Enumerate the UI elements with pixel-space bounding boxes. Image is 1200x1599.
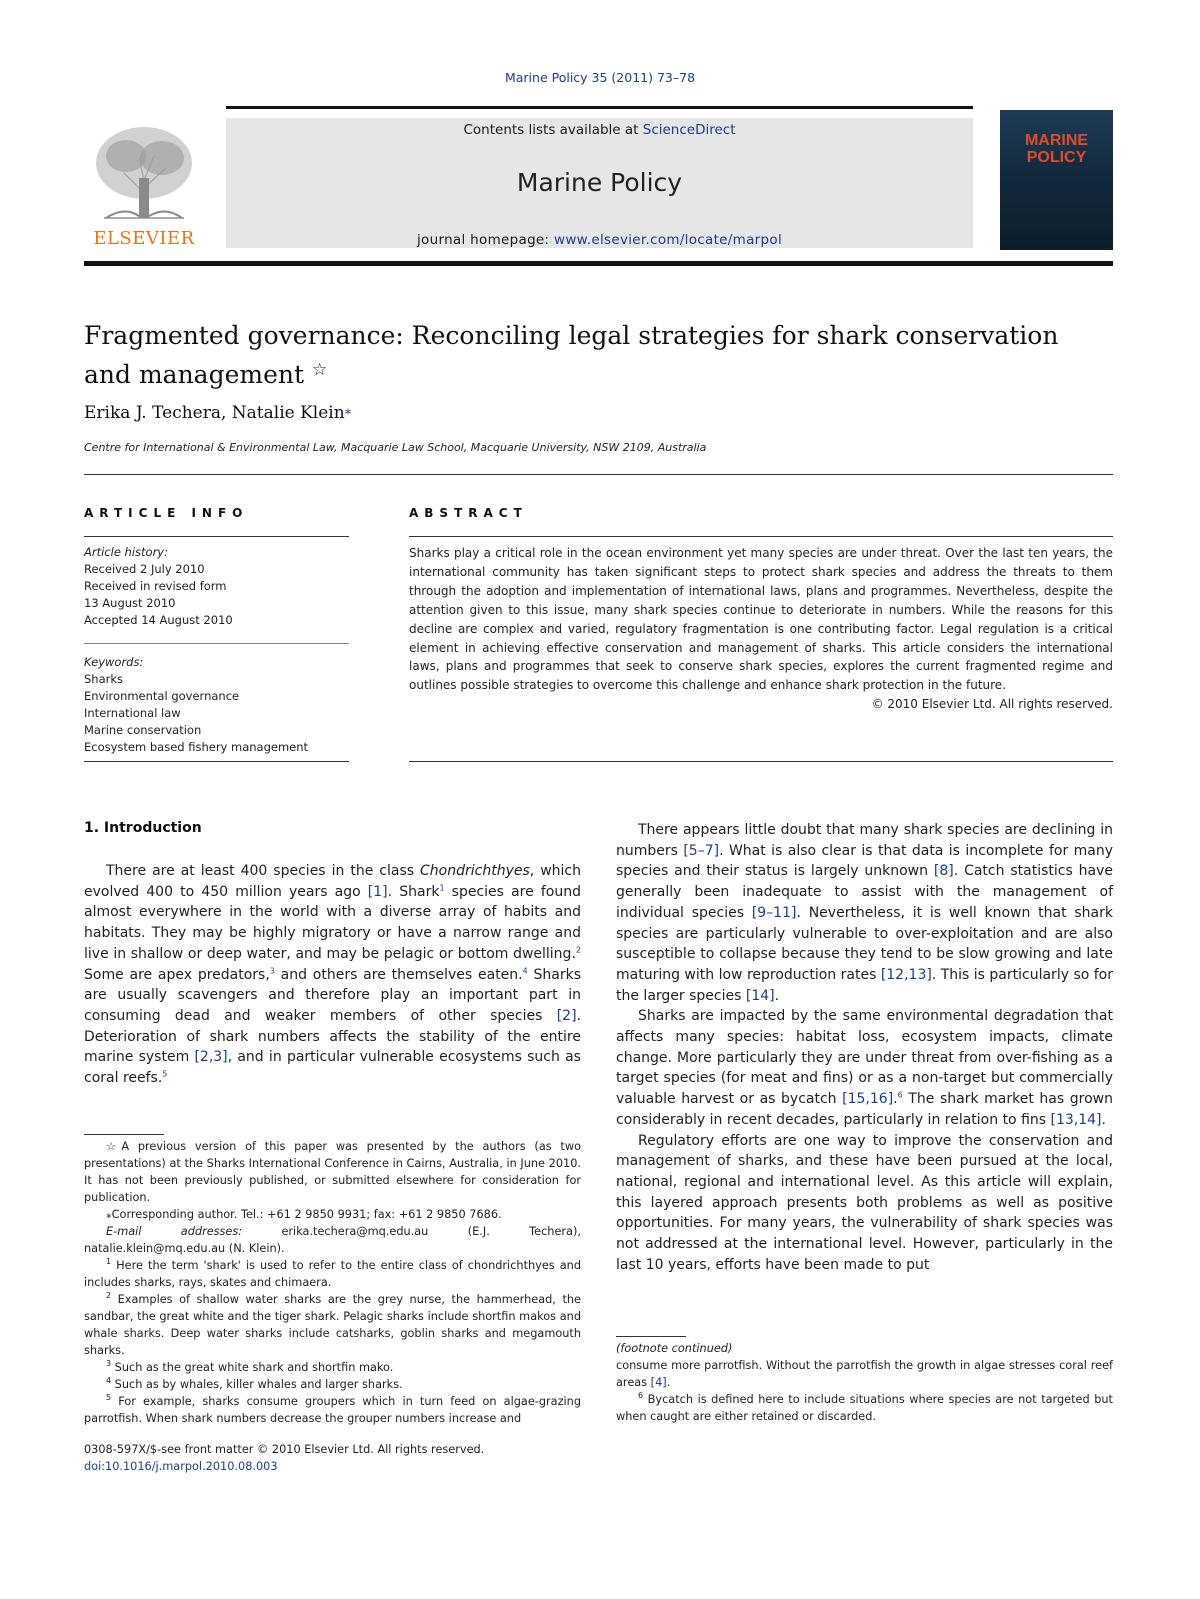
contents-prefix: Contents lists available at bbox=[463, 122, 643, 138]
keyword-item: Sharks bbox=[84, 672, 124, 686]
publisher-wordmark: ELSEVIER bbox=[93, 228, 195, 249]
doi-link[interactable]: doi:10.1016/j.marpol.2010.08.003 bbox=[84, 1460, 278, 1473]
abstract-rule bbox=[409, 536, 1113, 537]
thick-rule bbox=[84, 261, 1113, 266]
info-rule bbox=[84, 536, 349, 537]
history-label: Article history: bbox=[84, 545, 168, 559]
article-title-text: Fragmented governance: Reconciling legal strategies for shark conservation and management bbox=[84, 321, 1059, 389]
section-rule bbox=[84, 474, 1113, 475]
homepage-link[interactable]: www.elsevier.com/locate/marpol bbox=[553, 232, 782, 248]
history-item: Accepted 14 August 2010 bbox=[84, 613, 233, 627]
history-item: Received 2 July 2010 bbox=[84, 562, 205, 576]
article-authors bbox=[84, 403, 351, 423]
abstract-copyright: © 2010 Elsevier Ltd. All rights reserved. bbox=[871, 697, 1113, 712]
affiliation: Centre for International & Environmental Law, Macquarie Law School, Macquarie University, NSW 2109, Australia bbox=[84, 441, 707, 454]
article-footer bbox=[84, 1441, 581, 1475]
abstract-text bbox=[409, 544, 1113, 714]
history-item: Received in revised form bbox=[84, 579, 227, 593]
authors-text: Erika J. Techera, Natalie Klein bbox=[84, 403, 345, 423]
contents-line bbox=[226, 122, 973, 138]
journal-header-box bbox=[226, 118, 973, 248]
article-history bbox=[84, 544, 349, 629]
keyword-item: Environmental governance bbox=[84, 689, 240, 703]
sciencedirect-link[interactable]: ScienceDirect bbox=[642, 122, 736, 138]
history-item: 13 August 2010 bbox=[84, 596, 176, 610]
intro-paragraphs-right: There appears little doubt that many shark species are declining in numbers [5–7]. What is also clear is that data is incomplete for many species and their status is largely unknown [8]. Catch statistics have generally been inadequate to assist with the management of individual species [9–11]. Nevertheless, it is well known that shark species are particularly vulnerable to over-exploitation and are also susceptible to collapse because they tend to be slow growing and late maturing with low reproduction rates [12,13]. This is particularly so for the larger species [14]. Sharks are impacted by the same environmental degradation that affects many species: habitat loss, ecosystem impacts, climate change. More particularly they are under threat from over-fishing as a target species (for meat and fins) or as a non-target but commercially valuable harvest or as bycatch [15,16].$^6$ The shark market has grown considerably in recent decades, particularly in relation to fins [13,14]. Regulatory efforts are one way to improve the conservation and management of sharks, and these have been pursued at the local, national, regional and international level. As this article will explain, this layered approach presents both problems as well as positive opportunities. For many years, the vulnerability of shark species was not addressed at the international level. However, particularly in the last 10 years, efforts have been made to put bbox=[616, 822, 1114, 1273]
intro-paragraph-left: There are at least 400 species in the class Chondrichthyes, which evolved 400 to 450 million years ago [1]. Shark$^1$ species are found almost everywhere in the world with a diverse array of habits and habitats. They may be highly migratory or have a narrow range and live in shallow or deep water, and may be pelagic or bottom dwelling.$^2$ Some are apex predators,$^3$ and others are themselves eaten.$^4$ Sharks are usually scavengers and therefore play an important part in consuming dead and weaker members of other species [2]. Deterioration of shark numbers affects the stability of the entire marine system [2,3], and in particular vulnerable ecosystems such as coral reefs.$^5$ bbox=[84, 863, 582, 1087]
journal-title: Marine Policy bbox=[516, 168, 683, 197]
keywords-block bbox=[84, 654, 349, 756]
header-rule bbox=[226, 106, 973, 109]
keywords-label: Keywords: bbox=[84, 655, 144, 669]
abstract-heading: ABSTRACT bbox=[409, 506, 528, 520]
homepage-line bbox=[226, 232, 973, 248]
issn-line: 0308-597X/$-see front matter © 2010 Elsevier Ltd. All rights reserved. bbox=[84, 1443, 485, 1456]
keywords-rule bbox=[84, 643, 349, 644]
keyword-item: Marine conservation bbox=[84, 723, 202, 737]
section-heading-introduction: 1. Introduction bbox=[84, 820, 202, 836]
footnotes-left: ☆A previous version of this paper was presented by the authors (as two presentations) at the Sharks International Conference in Cairns, Australia, in June 2010. It has not been previously published, or submitted elsewhere for consideration for publication. ⁎Corresponding author. Tel.: +61 2 9850 9931; fax: +61 2 9850 7686. E-mail addresses: erika.techera@mq.edu.au (E.J. Techera), natalie.klein@mq.edu.au (N. Klein). $^1$ Here the term 'shark' is used to refer to the entire class of chondrichthyes and includes sharks, rays, skates and chimaera. $^2$ Examples of shallow water sharks are the grey nurse, the hammerhead, the sandbar, the great white and the tiger shark. Pelagic sharks include shortfin makos and whale sharks. Deep water sharks include catsharks, goblin sharks and megamouth sharks. $^3$ Such as the great white shark and shortfin mako. $^4$ Such as by whales, killer whales and larger sharks. $^5$ For example, sharks consume groupers which in turn feed on algae-grazing parrotfish. When shark numbers decrease the grouper numbers increase and bbox=[84, 1140, 581, 1425]
keyword-item: International law bbox=[84, 706, 181, 720]
cover-title: MARINE POLICY bbox=[1024, 132, 1089, 166]
homepage-prefix: journal homepage: bbox=[417, 232, 554, 248]
elsevier-logo bbox=[84, 118, 204, 248]
article-info-heading: ARTICLE INFO bbox=[84, 506, 249, 520]
corresponding-author-mark[interactable]: ⁎ bbox=[344, 403, 352, 418]
abstract-bottom-rule bbox=[409, 761, 1113, 762]
footnote-rule bbox=[84, 1134, 164, 1135]
footnote-continued-label: (footnote continued) bbox=[616, 1342, 733, 1355]
abstract-body: Sharks play a critical role in the ocean environment yet many species are under threat. Over the last ten years, the international community has taken significant steps to protect shark species and address the threats to them through the adoption and implementation of international laws, plans and programmes. Nevertheless, despite the attention given to this issue, many shark species continue to deteriorate in numbers. While the reasons for this decline are complex and varied, regulatory fragmentation is one contributing factor. Legal regulation is a critical element in achieving effective conservation and management of sharks. This article considers the international laws, plans and programmes that seek to conserve shark species, explores the current fragmented regime and outlines possible strategies to overcome this challenge and enhance shark protection in the future. bbox=[409, 546, 1113, 693]
footnote-rule-right bbox=[616, 1336, 686, 1337]
article-title bbox=[84, 318, 1113, 392]
footnotes-right: (footnote continued) consume more parrotfish. Without the parrotfish the growth in algae stresses coral reef areas [4]. $^6$ Bycatch is defined here to include situations where species are not targeted but when caught are either retained or discarded. bbox=[616, 1342, 1113, 1423]
journal-cover-image bbox=[1000, 110, 1113, 250]
journal-citation[interactable]: Marine Policy 35 (2011) 73–78 bbox=[504, 70, 696, 85]
title-footnote-mark[interactable]: ☆ bbox=[311, 360, 328, 380]
keyword-item: Ecosystem based fishery management bbox=[84, 740, 309, 754]
info-bottom-rule bbox=[84, 761, 349, 762]
